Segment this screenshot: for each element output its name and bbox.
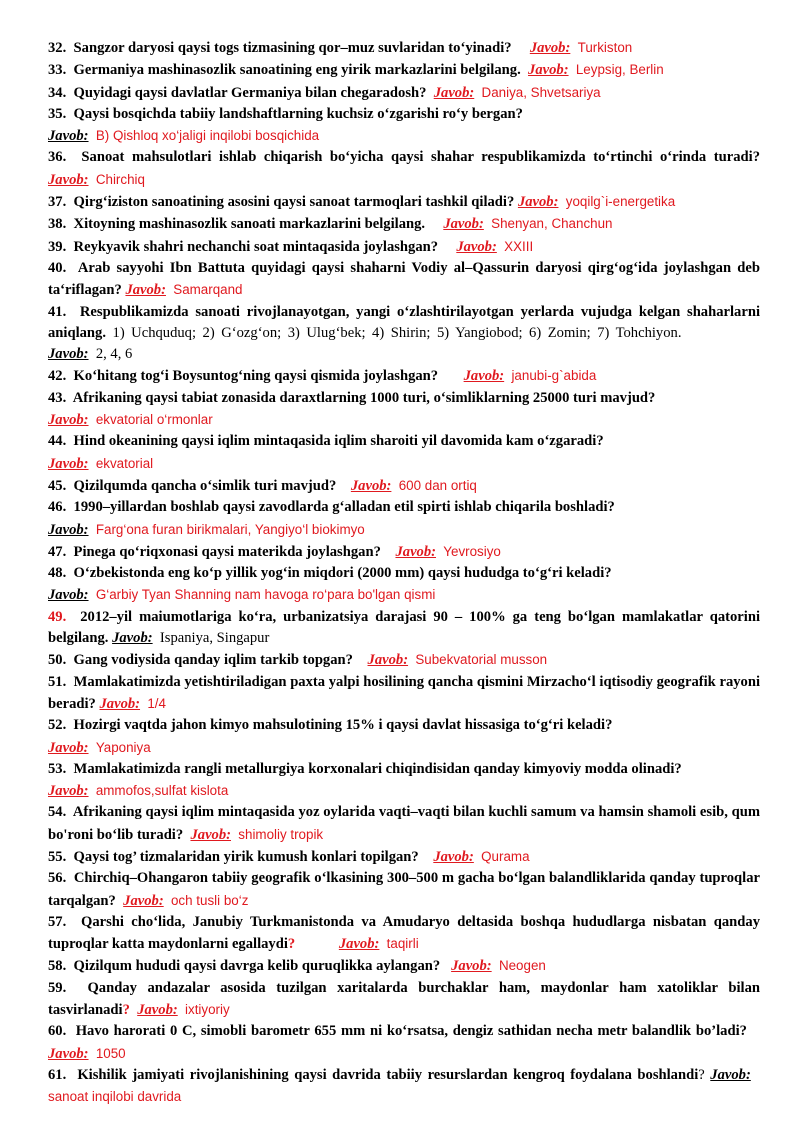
question-52 [48, 715, 760, 736]
javob-label: Javob: [48, 455, 89, 472]
question-number: 50. [48, 652, 67, 669]
question-number: 33. [48, 62, 67, 79]
question-55 [48, 846, 760, 868]
javob-label: Javob: [451, 958, 492, 975]
answer-text: Shenyan, Chanchun [491, 216, 613, 232]
question-text: Qanday andazalar asosida tuzilgan xaritalarda burchaklar ham, maydonlar ham xatoliklar bilan tasvirlanadi [48, 979, 761, 1019]
javob-label: Javob: [517, 194, 559, 211]
javob-label: Javob: [48, 128, 89, 145]
question-text: Mamlakatimizda rangli metallurgiya korxonalari chiqindisidan qanday kimyoviy modda olinadi? [73, 760, 682, 777]
answer-text: Chirchiq [95, 171, 145, 187]
answer-line-46 [48, 519, 760, 541]
question-35 [48, 104, 760, 125]
answer-text: shimoliy tropik [238, 826, 324, 842]
question-37 [48, 191, 760, 213]
question-text: Qarshi cho‘lida, Janubiy Turkmanistonda va Amudaryo deltasida boshqa hududlarga nisbatan qanday tuproqlar katta maydonlarni egallaydi [48, 913, 760, 953]
question-38 [48, 213, 760, 235]
question-number: 48. [48, 565, 67, 582]
question-mark: ? [122, 1002, 130, 1019]
question-text: Kishilik jamiyati rivojlanishining qaysi davrida tabiiy resurslardan kengroq foydalana boshlandi [77, 1066, 699, 1083]
question-number: 61. [48, 1066, 67, 1083]
answer-text: 600 dan ortiq [398, 477, 477, 493]
question-32 [48, 37, 760, 59]
question-number: 59. [48, 979, 67, 996]
question-text: Germaniya mashinasozlik sanoatining eng yirik markazlarini belgilang. [73, 62, 521, 79]
question-number: 34. [48, 84, 67, 101]
question-41 [48, 302, 760, 366]
question-text: Respublikamizda sanoati rivojlanayotgan, yangi o‘zlashtirilayotgan yerlarda vujudga kelgan shaharlarni aniqlang. [48, 303, 760, 341]
question-59 [48, 978, 760, 1022]
question-43 [48, 388, 760, 409]
question-text: Sangzor daryosi qaysi togs tizmasining qor–muz suvlaridan to‘yinadi? [73, 40, 512, 56]
javob-label: Javob: [528, 62, 569, 79]
answer-text: ammofos,sulfat kislota [95, 783, 229, 799]
answer-text: janubi-g`abida [511, 368, 597, 384]
javob-label: Javob: [48, 171, 89, 188]
answer-text: Ispaniya, Singapur [159, 630, 270, 647]
question-number: 38. [48, 216, 67, 233]
question-text: Qizilqum hududi qaysi davrga kelib quruqlikka aylangan? [73, 958, 441, 975]
question-text: Pinega qo‘riqxonasi qaysi materikda joylashgan? [73, 543, 381, 560]
answer-text: yoqilg`i-energetika [565, 194, 676, 210]
question-text: O‘zbekistonda eng ko‘p yillik yog‘in miqdori (2000 mm) qaysi hududga to‘g‘ri keladi? [73, 565, 612, 582]
answer-text: Farg‘ona furan birikmalari, Yangiyo‘l biokimyo [95, 521, 365, 537]
question-text: Havo harorati 0 C, simobli barometr 655 mm ni ko‘rsatsa, dengiz sathidan necha metr balandlik bo’ladi? [75, 1023, 747, 1040]
question-text: Hozirgi vaqtda jahon kimyo mahsulotining 15% i qaysi davlat hissasiga to‘g‘ri keladi? [73, 717, 613, 734]
question-51 [48, 672, 760, 716]
question-text: Gang vodiysida qanday iqlim tarkib topgan? [73, 652, 353, 669]
answer-line-44 [48, 453, 760, 475]
question-text: Hind okeanining qaysi iqlim mintaqasida iqlim sharoiti yil davomida kam o‘zgaradi? [73, 433, 604, 450]
answer-text: Daniya, Shvetsariya [481, 84, 601, 100]
answer-text: 1050 [95, 1045, 126, 1061]
javob-label: Javob: [710, 1066, 751, 1083]
javob-label: Javob: [112, 630, 153, 647]
question-number: 53. [48, 760, 67, 777]
answer-text: ekvatorial [95, 455, 154, 471]
question-text: Qirg‘iziston sanoatining asosini qaysi sanoat tarmoqlari tashkil qiladi? [73, 194, 515, 211]
question-44 [48, 431, 760, 452]
question-text: Qaysi tog’ tizmalaridan yirik kumush konlari topilgan? [73, 848, 419, 865]
question-40 [48, 258, 760, 302]
question-number: 51. [48, 673, 67, 690]
question-text: Mamlakatimizda yetishtiriladigan paxta yalpi hosilining qancha qismini Mirzacho‘l iqtisodiy geografik rayoni beradi? [48, 673, 761, 712]
javob-label: Javob: [48, 783, 89, 800]
question-text: 1990–yillardan boshlab qaysi zavodlarda g‘alladan etil spirti ishlab chiqarila boshladi? [73, 499, 615, 516]
question-49 [48, 607, 760, 650]
answer-text: taqirli [386, 936, 419, 952]
javob-label: Javob: [443, 216, 484, 233]
javob-label: Javob: [48, 412, 89, 429]
question-46 [48, 497, 760, 518]
javob-label: Javob: [48, 587, 89, 604]
question-42 [48, 365, 760, 387]
answer-text: 2, 4, 6 [95, 346, 133, 363]
javob-label: Javob: [350, 477, 392, 494]
question-39 [48, 236, 760, 258]
question-48 [48, 563, 760, 584]
answer-text: XXIII [504, 238, 534, 254]
question-number: 45. [48, 477, 67, 494]
question-number: 40. [48, 259, 67, 276]
answer-text: Turkiston [577, 40, 633, 55]
answer-text: Yaponiya [95, 739, 151, 755]
javob-label: Javob: [48, 346, 89, 363]
javob-label: Javob: [190, 826, 231, 843]
question-number: 43. [48, 389, 67, 406]
question-number: 32. [48, 40, 67, 56]
answer-line-35 [48, 125, 760, 147]
question-number: 54. [48, 804, 67, 821]
question-mark: ? [287, 936, 296, 953]
answer-line-48 [48, 584, 760, 606]
question-number: 44. [48, 433, 67, 450]
question-number: 37. [48, 194, 67, 211]
javob-label: Javob: [395, 543, 436, 560]
answer-line-53 [48, 780, 760, 802]
question-33 [48, 59, 760, 81]
javob-label: Javob: [137, 1002, 178, 1019]
question-number: 36. [48, 149, 67, 166]
question-text: Xitoyning mashinasozlik sanoati markazlarini belgilang. [73, 216, 426, 233]
question-number: 57. [48, 913, 67, 930]
answer-text: Neogen [498, 958, 546, 974]
answer-text: B) Qishloq xo‘jaligi inqilobi bosqichida [95, 128, 320, 144]
question-text: Chirchiq–Ohangaron tabiiy geografik o‘lkasining 300–500 m gacha bo‘lgan balandliklarida qanday tuproqlar tarqalgan? [48, 870, 761, 909]
question-47 [48, 541, 760, 563]
answer-text: G‘arbiy Tyan Shanning nam havoga ro‘para bo'lgan qismi [95, 587, 436, 603]
question-text: Quyidagi qaysi davlatlar Germaniya bilan chegaradosh? [73, 84, 427, 101]
question-text: Afrikaning qaysi iqlim mintaqasida yoz oylarida vaqti–vaqti bilan kuchli samum va hamsin shamoli esib, qum bo'roni bo‘lib turadi? [48, 804, 760, 843]
answer-text: sanoat inqilobi davrida [48, 1089, 182, 1105]
question-text: Afrikaning qaysi tabiat zonasida daraxtlarning 1000 turi, o‘simliklarning 25000 turi mavjud? [72, 389, 656, 406]
answer-text: Qurama [481, 848, 530, 864]
question-54 [48, 802, 760, 846]
answer-text: Samarqand [173, 282, 243, 298]
javob-label: Javob: [529, 40, 571, 56]
question-58 [48, 955, 760, 977]
answer-line-52 [48, 737, 760, 759]
answer-text: Subekvatorial musson [415, 652, 548, 668]
question-number: 49. [48, 608, 67, 625]
question-number: 39. [48, 238, 67, 255]
answer-options: 1) Uchquduq; 2) G‘ozg‘on; 3) Ulug‘bek; 4) Shirin; 5) Yangiobod; 6) Zomin; 7) Tohchiyon. [112, 324, 682, 341]
question-number: 60. [48, 1023, 67, 1040]
question-text: Reykyavik shahri nechanchi soat mintaqasida joylashgan? [73, 238, 439, 255]
question-text: Qaysi bosqichda tabiiy landshaftlarning kuchsiz o‘zgarishi ro‘y bergan? [73, 105, 523, 122]
answer-text: och tusli bo‘z [170, 892, 249, 908]
question-number: 46. [48, 499, 67, 516]
question-60 [48, 1021, 760, 1065]
javob-label: Javob: [48, 739, 89, 756]
javob-label: Javob: [48, 521, 89, 538]
javob-label: Javob: [456, 238, 497, 255]
answer-line-43 [48, 409, 760, 431]
question-number: 35. [48, 105, 67, 122]
javob-label: Javob: [99, 695, 141, 712]
question-56 [48, 868, 760, 912]
question-number: 52. [48, 717, 67, 734]
question-number: 55. [48, 848, 67, 865]
question-number: 41. [48, 303, 67, 320]
question-number: 47. [48, 543, 67, 560]
question-mark: ? [698, 1066, 705, 1083]
answer-text: Leypsig, Berlin [575, 62, 664, 78]
question-text: Ko‘hitang tog‘i Boysuntog‘ning qaysi qismida joylashgan? [73, 368, 439, 385]
question-number: 56. [48, 870, 67, 887]
question-50 [48, 649, 760, 671]
javob-label: Javob: [367, 652, 409, 669]
question-61 [48, 1065, 760, 1109]
javob-label: Javob: [433, 848, 474, 865]
javob-label: Javob: [463, 368, 505, 385]
answer-text: 1/4 [147, 695, 166, 711]
answer-text: ixtiyoriy [185, 1002, 230, 1018]
question-53 [48, 759, 760, 780]
javob-label: Javob: [125, 282, 166, 299]
question-34 [48, 82, 760, 104]
question-number: 42. [48, 368, 67, 385]
question-text: Qizilqumda qancha o‘simlik turi mavjud? [73, 477, 337, 494]
javob-label: Javob: [123, 892, 164, 909]
javob-label: Javob: [338, 936, 380, 953]
question-text: 2012–yil maiumotlariga ko‘ra, urbanizatsiya darajasi 90 – 100% ga teng bo‘lgan mamlakatlar qatorini belgilang. [48, 608, 760, 647]
answer-text: ekvatorial o‘rmonlar [95, 412, 213, 428]
question-number: 58. [48, 958, 67, 975]
question-text: Arab sayyohi Ibn Battuta quyidagi qaysi shaharni Vodiy al–Qassurin daryosi qirg‘og‘ida joylashgan deb ta‘riflagan? [48, 259, 760, 299]
javob-label: Javob: [48, 1045, 89, 1062]
question-57 [48, 912, 760, 956]
answer-text: Yevrosiyo [443, 543, 501, 559]
question-45 [48, 475, 760, 497]
question-text: Sanoat mahsulotlari ishlab chiqarish bo‘yicha qaysi shahar respublikamizda to‘rtinchi o‘rinda turadi? [81, 149, 760, 166]
question-36 [48, 147, 760, 191]
javob-label: Javob: [433, 84, 475, 101]
